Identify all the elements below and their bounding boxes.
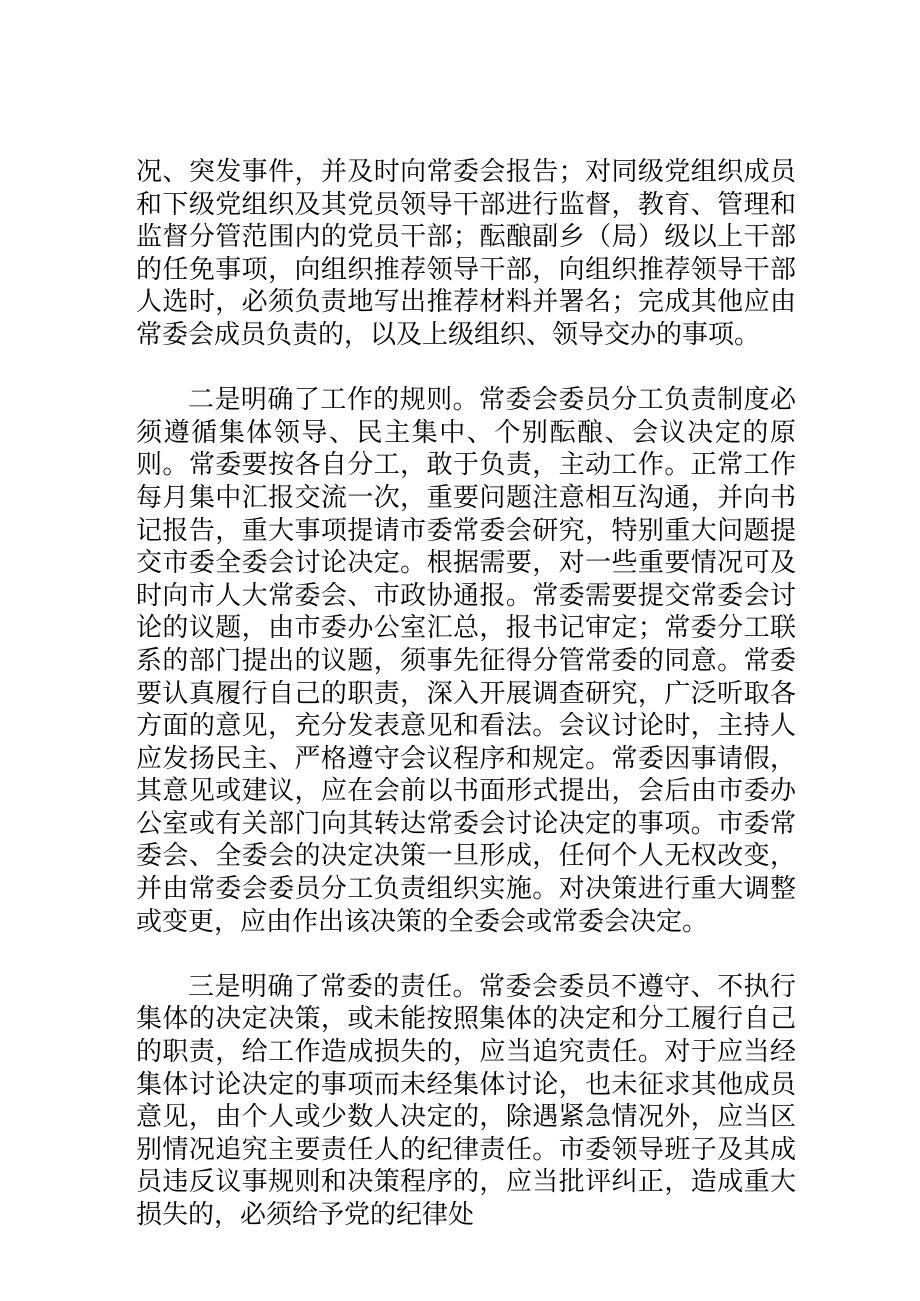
paragraph-spacer bbox=[136, 938, 796, 971]
paragraph-continued-duties: 况、突发事件，并及时向常委会报告；对同级党组织成员和下级党组织及其党员领导干部进行监督，教育、管理和监督分管范围内的党员干部；酝酿副乡（局）级以上干部的任免事项，向组织推荐领导干部，向组织推荐领导干部人选时，必须负责地写出推荐材料并署名；完成其他应由常委会成员负责的，以及上级组织、领导交办的事项。 bbox=[136, 157, 796, 350]
paragraph-spacer bbox=[136, 352, 796, 385]
document-body bbox=[136, 156, 796, 1232]
paragraph-responsibilities: 三是明确了常委的责任。常委会委员不遵守、不执行集体的决定决策，或未能按照集体的决定和分工履行自己的职责，给工作造成损失的，应当追究责任。对于应当经集体讨论决定的事项而未经集体讨论，也未征求其他成员意见，由个人或少数人决定的，除遇紧急情况外，应当区别情况追究主要责任人的纪律责任。市委领导班子及其成员违反议事规则和决策程序的，应当批评纠正，造成重大损失的，必须给予党的纪律处 bbox=[136, 971, 796, 1230]
paragraph-work-rules: 二是明确了工作的规则。常委会委员分工负责制度必须遵循集体领导、民主集中、个别酝酿、会议决定的原则。常委要按各自分工，敢于负责，主动工作。正常工作每月集中汇报交流一次，重要问题注意相互沟通，并向书记报告，重大事项提请市委常委会研究，特别重大问题提交市委全委会讨论决定。根据需要，对一些重要情况可及时向市人大常委会、市政协通报。常委需要提交常委会讨论的议题，由市委办公室汇总，报书记审定；常委分工联系的部门提出的议题，须事先征得分管常委的同意。常委要认真履行自己的职责，深入开展调查研究，广泛听取各方面的意见，充分发表意见和看法。会议讨论时，主持人应发扬民主、严格遵守会议程序和规定。常委因事请假，其意见或建议，应在会前以书面形式提出，会后由市委办公室或有关部门向其转达常委会讨论决定的事项。市委常委会、全委会的决定决策一旦形成，任何个人无权改变，并由常委会委员分工负责组织实施。对决策进行重大调整或变更，应由作出该决策的全委会或常委会决定。 bbox=[136, 385, 796, 937]
